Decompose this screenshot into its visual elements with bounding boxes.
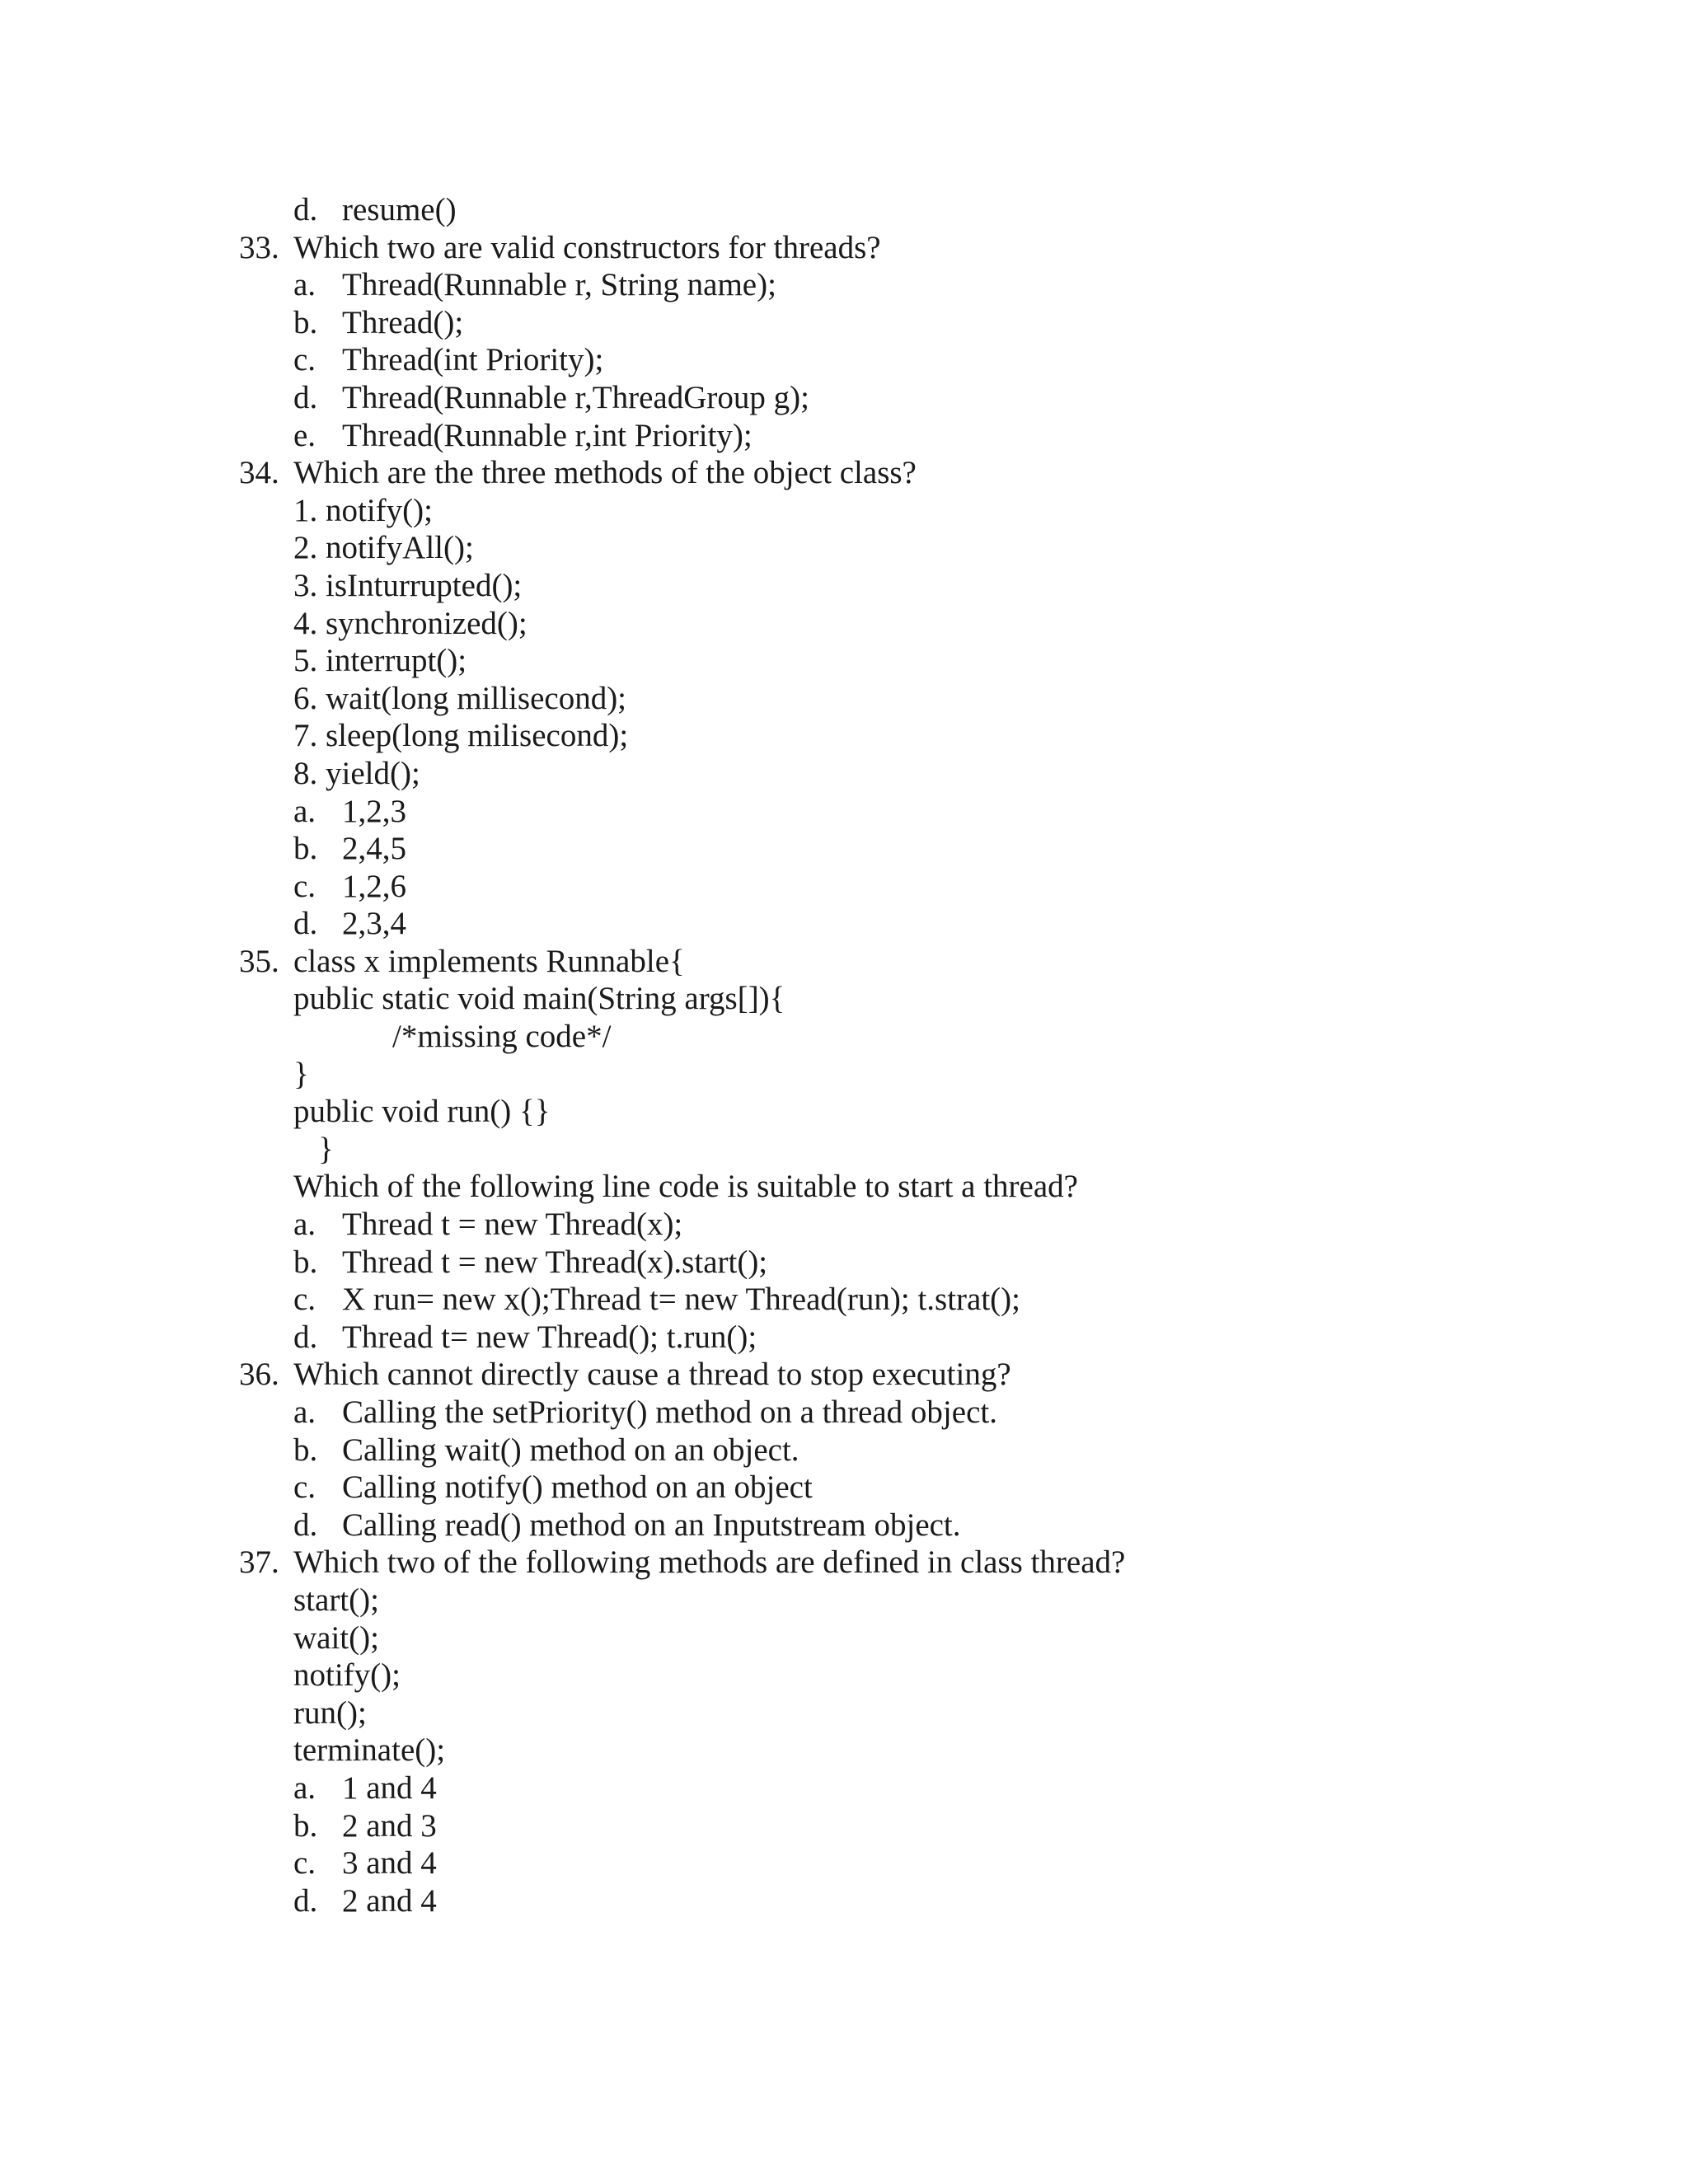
question-33 (0, 229, 1688, 267)
question-prompt: Which of the following line code is suitable to start a thread? (293, 1169, 1078, 1205)
option-label: c. (293, 868, 316, 904)
q37-item-5 (0, 1732, 1688, 1769)
list-item: start(); (293, 1582, 379, 1618)
list-item: 8. yield(); (293, 755, 420, 791)
q35-code-missing (0, 1018, 1688, 1056)
option-text: Calling wait() method on an object. (342, 1432, 799, 1468)
list-item: run(); (293, 1694, 367, 1731)
q36-option-b (0, 1432, 1688, 1469)
q34-item-1 (0, 492, 1688, 530)
q34-item-8 (0, 755, 1688, 793)
q37-item-3 (0, 1657, 1688, 1694)
q37-item-1 (0, 1582, 1688, 1619)
option-label: c. (293, 1845, 316, 1882)
q32-option-d (0, 191, 1688, 229)
question-text: Which cannot directly cause a thread to stop executing? (293, 1357, 1011, 1393)
option-label: d. (293, 906, 318, 942)
q34-item-7 (0, 717, 1688, 755)
question-36 (0, 1356, 1688, 1394)
option-label: c. (293, 1282, 316, 1318)
option-text: resume() (342, 192, 457, 227)
option-text: Thread(Runnable r,ThreadGroup g); (342, 379, 809, 415)
q34-option-a (0, 793, 1688, 831)
q33-option-e (0, 417, 1688, 455)
q37-item-2 (0, 1619, 1688, 1657)
option-text: 1 and 4 (342, 1769, 437, 1806)
option-label: d. (293, 379, 318, 415)
q33-option-d (0, 379, 1688, 417)
q34-item-5 (0, 642, 1688, 680)
q36-option-d (0, 1507, 1688, 1544)
q37-option-c (0, 1844, 1688, 1882)
option-text: Thread(); (342, 304, 464, 340)
q35-code-main (0, 980, 1688, 1018)
list-item: 2. notifyAll(); (293, 530, 474, 566)
list-item: 7. sleep(long milisecond); (293, 718, 629, 754)
q36-option-a (0, 1394, 1688, 1432)
q34-item-4 (0, 605, 1688, 643)
question-35 (0, 943, 1688, 981)
list-item: terminate(); (293, 1732, 446, 1769)
option-text: 2,4,5 (342, 831, 406, 867)
question-text: Which two of the following methods are defined in class thread? (293, 1544, 1126, 1581)
option-text: 2,3,4 (342, 906, 406, 942)
option-label: e. (293, 417, 316, 453)
option-label: b. (293, 831, 318, 867)
option-text: Thread(int Priority); (342, 342, 604, 378)
code-line: } (318, 1131, 334, 1167)
option-label: a. (293, 267, 316, 303)
q35-code-run (0, 1093, 1688, 1131)
q37-option-b (0, 1807, 1688, 1845)
q34-item-3 (0, 567, 1688, 605)
q34-item-2 (0, 529, 1688, 567)
document-page (0, 191, 1688, 1919)
option-label: a. (293, 1394, 316, 1430)
q35-option-a (0, 1206, 1688, 1244)
list-item: notify(); (293, 1657, 401, 1694)
option-text: 1,2,6 (342, 868, 406, 904)
question-text: Which are the three methods of the object class? (293, 455, 917, 491)
q33-option-c (0, 341, 1688, 379)
option-text: 1,2,3 (342, 793, 406, 829)
question-number: 34. (239, 455, 279, 491)
q35-code-close-main (0, 1056, 1688, 1094)
option-text: 3 and 4 (342, 1845, 437, 1882)
option-label: c. (293, 342, 316, 378)
option-text: Calling the setPriority() method on a thread object. (342, 1394, 997, 1430)
list-item: wait(); (293, 1619, 379, 1656)
option-text: Calling read() method on an Inputstream object. (342, 1507, 961, 1543)
q35-option-c (0, 1281, 1688, 1319)
q37-item-4 (0, 1694, 1688, 1732)
option-text: Thread(Runnable r, String name); (342, 267, 776, 303)
option-text: 2 and 3 (342, 1807, 437, 1844)
option-text: 2 and 4 (342, 1882, 437, 1919)
list-item: 3. isInturrupted(); (293, 567, 523, 603)
list-item: 6. wait(long millisecond); (293, 680, 627, 716)
q37-option-d (0, 1882, 1688, 1920)
option-label: c. (293, 1469, 316, 1506)
q35-code-close-class (0, 1131, 1688, 1169)
option-label: b. (293, 1432, 318, 1468)
list-item: 4. synchronized(); (293, 605, 528, 641)
question-number: 35. (239, 943, 279, 979)
code-line: public static void main(String args[]){ (293, 981, 785, 1017)
option-label: a. (293, 1769, 316, 1806)
question-37 (0, 1544, 1688, 1582)
q34-item-6 (0, 680, 1688, 718)
option-label: a. (293, 1207, 316, 1243)
code-comment: /*missing code*/ (392, 1019, 612, 1055)
q33-option-a (0, 266, 1688, 304)
option-text: Thread(Runnable r,int Priority); (342, 417, 753, 453)
option-label: d. (293, 1507, 318, 1543)
option-text: Thread t= new Thread(); t.run(); (342, 1319, 757, 1355)
question-number: 33. (239, 229, 279, 265)
q34-option-c (0, 868, 1688, 906)
q37-option-a (0, 1769, 1688, 1807)
option-label: d. (293, 1882, 318, 1919)
q33-option-b (0, 304, 1688, 342)
question-number: 37. (239, 1544, 279, 1581)
option-text: Calling notify() method on an object (342, 1469, 813, 1506)
q35-option-d (0, 1319, 1688, 1357)
q34-option-d (0, 905, 1688, 943)
option-label: b. (293, 1244, 318, 1280)
q35-option-b (0, 1244, 1688, 1282)
option-label: d. (293, 1319, 318, 1355)
option-label: b. (293, 304, 318, 340)
option-text: X run= new x();Thread t= new Thread(run); t.strat(); (342, 1282, 1020, 1318)
q35-prompt (0, 1168, 1688, 1206)
list-item: 1. notify(); (293, 492, 433, 528)
question-text: class x implements Runnable{ (293, 943, 685, 979)
option-label: a. (293, 793, 316, 829)
list-item: 5. interrupt(); (293, 643, 467, 679)
code-line: } (293, 1056, 309, 1092)
question-text: Which two are valid constructors for threads? (293, 229, 881, 265)
option-label: d. (293, 192, 318, 227)
q36-option-c (0, 1469, 1688, 1507)
question-34 (0, 454, 1688, 492)
code-line: public void run() {} (293, 1094, 551, 1130)
option-text: Thread t = new Thread(x); (342, 1207, 683, 1243)
q34-option-b (0, 830, 1688, 868)
question-number: 36. (239, 1357, 279, 1393)
option-label: b. (293, 1807, 318, 1844)
option-text: Thread t = new Thread(x).start(); (342, 1244, 768, 1280)
